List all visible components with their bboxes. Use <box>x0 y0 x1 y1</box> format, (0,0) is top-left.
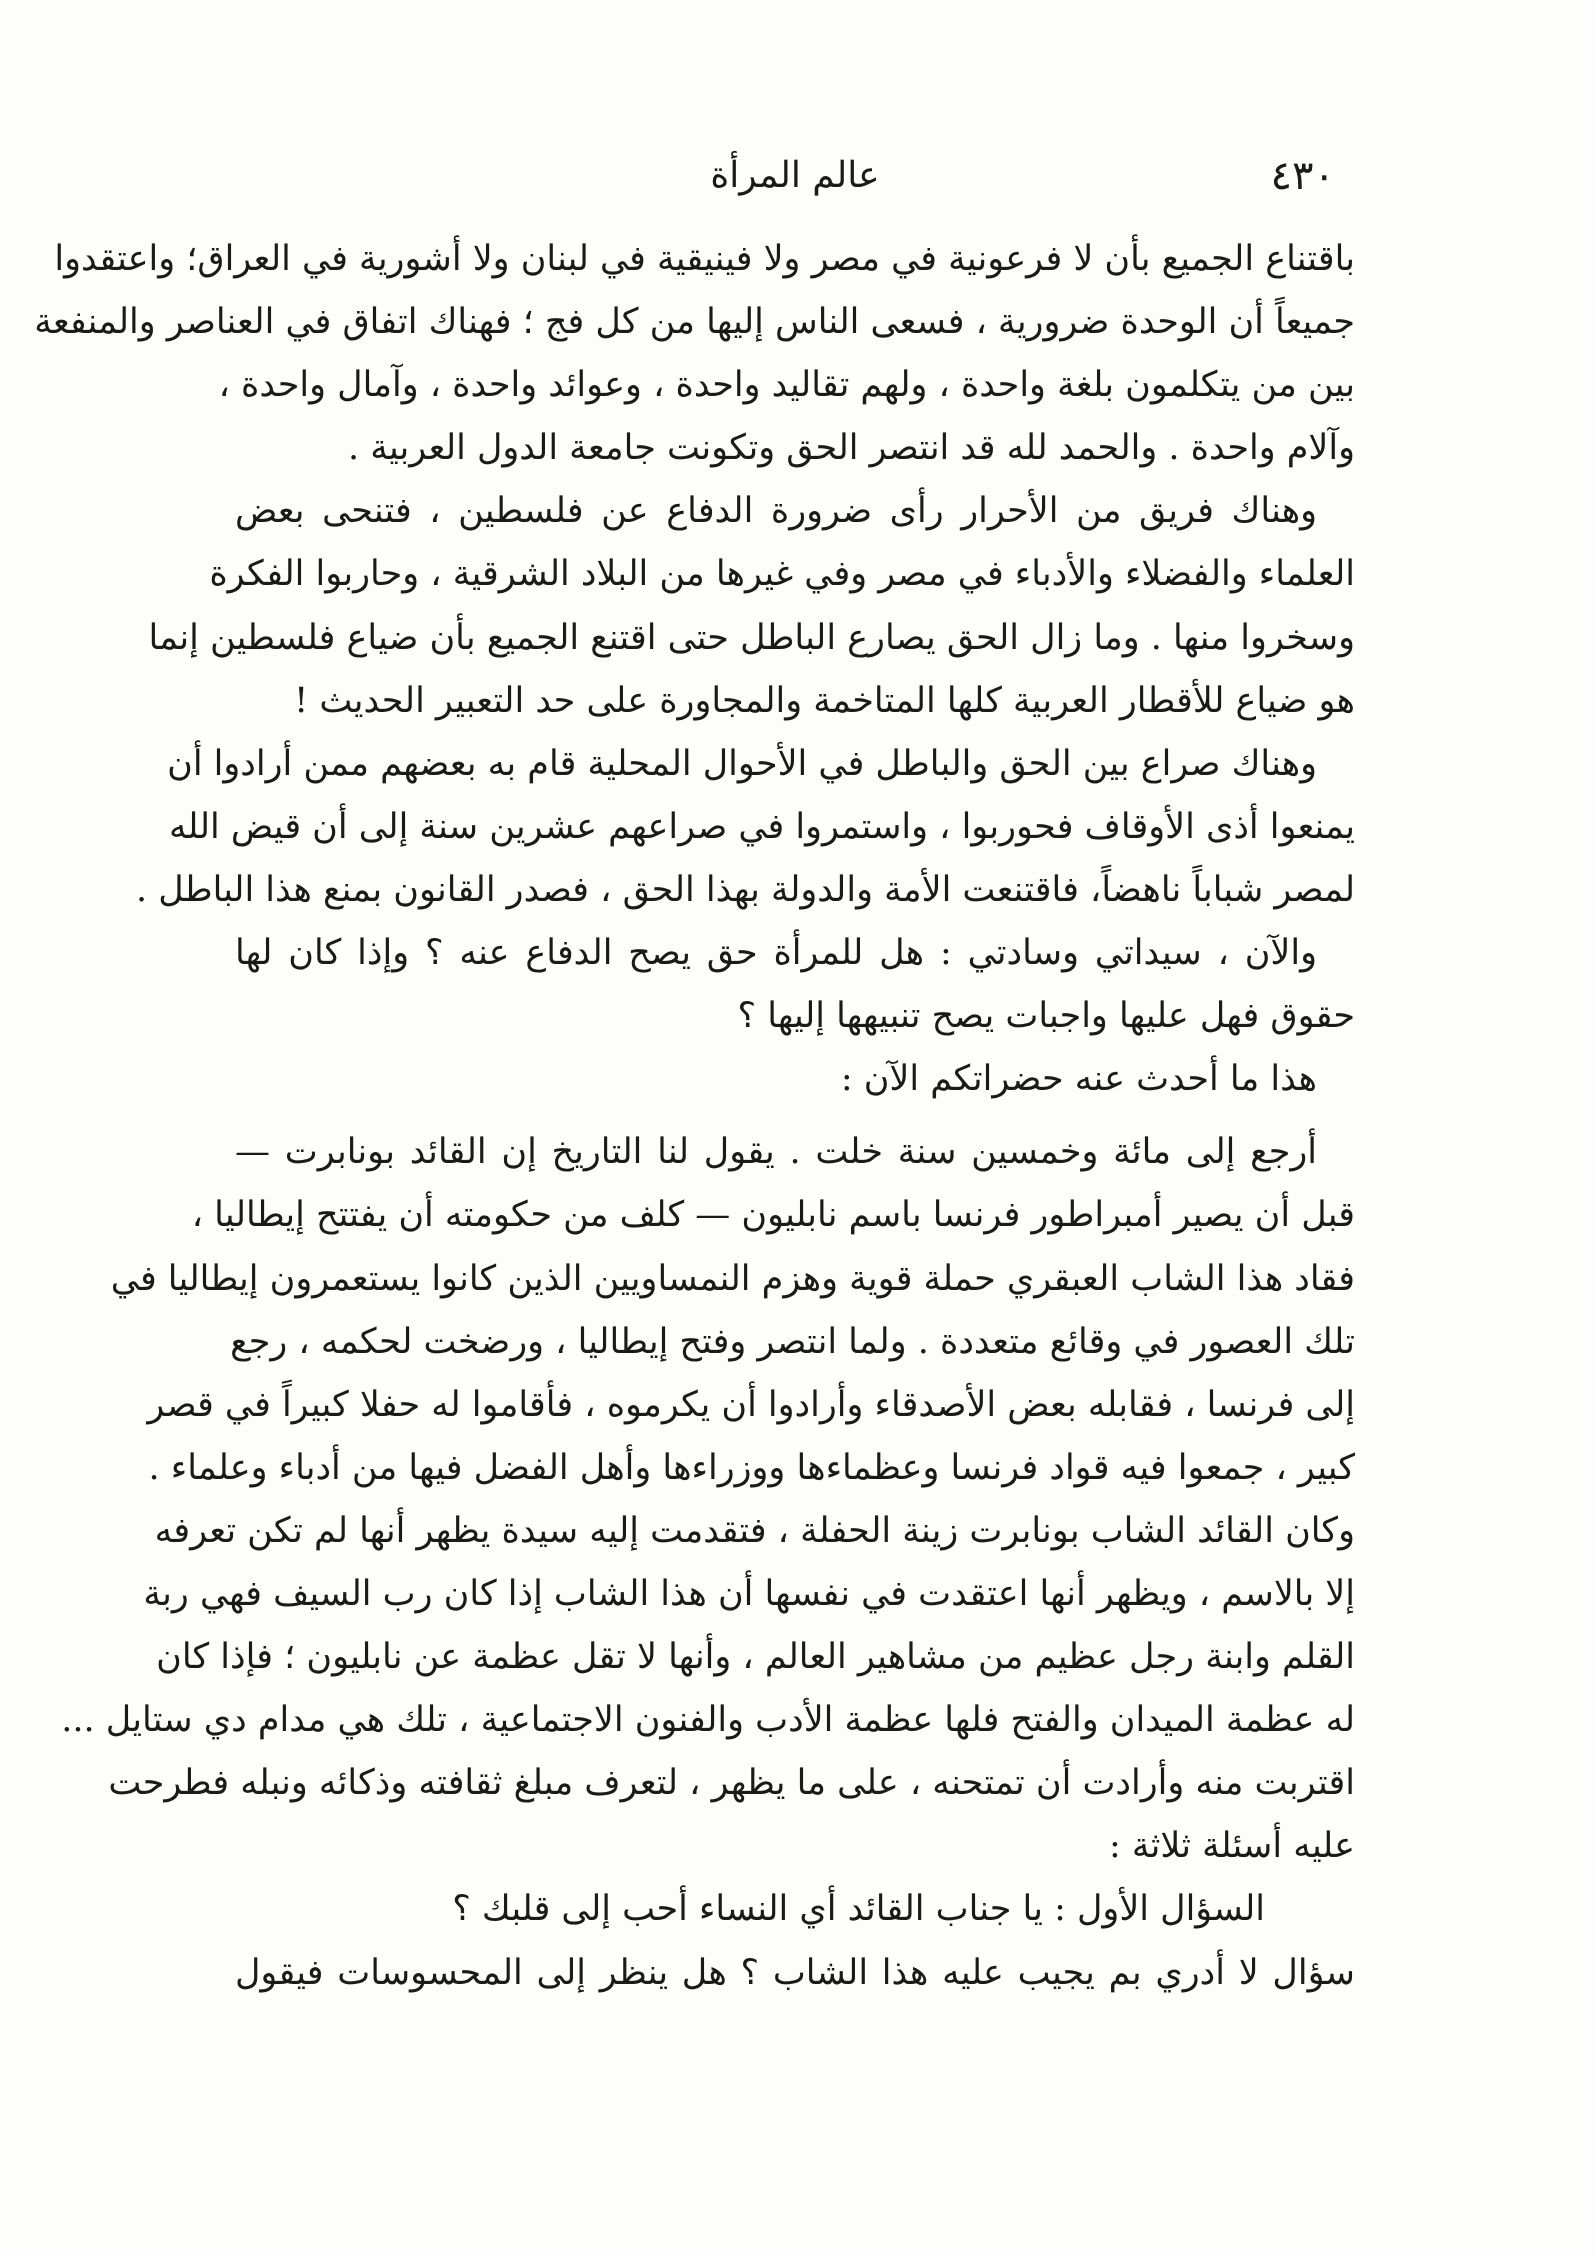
body-text <box>34 228 1355 2005</box>
text-line: جميعاً أن الوحدة ضرورية ، فسعى الناس إليها من كل فج ؛ فهناك اتفاق في العناصر والمنفعة <box>34 302 1355 343</box>
text-line: حقوق فهل عليها واجبات يصح تنبيهها إليها ؟ <box>737 996 1355 1037</box>
text-line: وآلام واحدة . والحمد لله قد انتصر الحق وتكونت جامعة الدول العربية . <box>347 428 1355 469</box>
text-line: وسخروا منها . وما زال الحق يصارع الباطل حتى اقتنع الجميع بأن ضياع فلسطين إنما <box>148 617 1355 658</box>
text-line: وهناك فريق من الأحرار رأى ضرورة الدفاع عن فلسطين ، فتنحى بعض <box>235 491 1317 532</box>
text-line: كبير ، جمعوا فيه قواد فرنسا وعظماءها ووزراءها وأهل الفضل فيها من أدباء وعلماء . <box>148 1447 1355 1488</box>
text-line: هو ضياع للأقطار العربية كلها المتاخمة والمجاورة على حد التعبير الحديث ! <box>294 680 1355 721</box>
text-line: سؤال لا أدري بم يجيب عليه هذا الشاب ؟ هل ينظر إلى المحسوسات فيقول <box>235 1952 1355 1993</box>
text-line: بين من يتكلمون بلغة واحدة ، ولهم تقاليد واحدة ، وعوائد واحدة ، وآمال واحدة ، <box>218 365 1355 406</box>
text-line: إلا بالاسم ، ويظهر أنها اعتقدت في نفسها أن هذا الشاب إذا كان رب السيف فهي ربة <box>143 1573 1355 1614</box>
text-line: قبل أن يصير أمبراطور فرنسا باسم نابليون — كلف من حكومته أن يفتتح إيطاليا ، <box>191 1195 1355 1236</box>
text-line: العلماء والفضلاء والأدباء في مصر وفي غيرها من البلاد الشرقية ، وحاربوا الفكرة <box>209 554 1355 595</box>
text-line: تلك العصور في وقائع متعددة . ولما انتصر وفتح إيطاليا ، ورضخت لحكمه ، رجع <box>230 1321 1355 1362</box>
text-line: عليه أسئلة ثلاثة : <box>1108 1826 1355 1867</box>
text-line: والآن ، سيداتي وسادتي : هل للمرأة حق يصح الدفاع عنه ؟ وإذا كان لها <box>235 933 1317 974</box>
text-line: باقتناع الجميع بأن لا فرعونية في مصر ولا فينيقية في لبنان ولا أشورية في العراق؛ واعتقدوا <box>54 239 1355 279</box>
text-line: فقاد هذا الشاب العبقري حملة قوية وهزم النمساويين الذين كانوا يستعمرون إيطاليا في <box>110 1258 1355 1299</box>
text-line: هذا ما أحدث عنه حضراتكم الآن : <box>840 1059 1317 1100</box>
page-number: ٤٣٠ <box>1270 153 1335 199</box>
text-line: القلم وابنة رجل عظيم من مشاهير العالم ، وأنها لا تقل عظمة عن نابليون ؛ فإذا كان <box>156 1637 1355 1678</box>
text-line: يمنعوا أذى الأوقاف فحوربوا ، واستمروا في صراعهم عشرين سنة إلى أن قيض الله <box>169 806 1355 847</box>
running-title: عالم المرأة <box>710 155 880 196</box>
text-line: وكان القائد الشاب بونابرت زينة الحفلة ، فتقدمت إليه سيدة يظهر أنها لم تكن تعرفه <box>154 1510 1355 1551</box>
text-line: أرجع إلى مائة وخمسين سنة خلت . يقول لنا التاريخ إن القائد بونابرت — <box>235 1132 1317 1173</box>
text-line: إلى فرنسا ، فقابله بعض الأصدقاء وأرادوا أن يكرموه ، فأقاموا له حفلا كبيراً في قصر <box>147 1384 1355 1425</box>
text-line: السؤال الأول : يا جناب القائد أي النساء أحب إلى قلبك ؟ <box>452 1889 1265 1930</box>
text-line: اقتربت منه وأرادت أن تمتحنه ، على ما يظهر ، لتعرف مبلغ ثقافته وذكائه ونبله فطرحت <box>108 1763 1355 1804</box>
paragraph-gap <box>235 1111 1355 1121</box>
text-line: لمصر شباباً ناهضاً، فاقتنعت الأمة والدولة بهذا الحق ، فصدر القانون بمنع هذا الباطل . <box>135 869 1355 910</box>
text-line: له عظمة الميدان والفتح فلها عظمة الأدب والفنون الاجتماعية ، تلك هي مدام دي ستايل ... <box>61 1700 1355 1741</box>
page-header <box>235 148 1355 208</box>
text-line: وهناك صراع بين الحق والباطل في الأحوال المحلية قام به بعضهم ممن أرادوا أن <box>167 743 1317 784</box>
